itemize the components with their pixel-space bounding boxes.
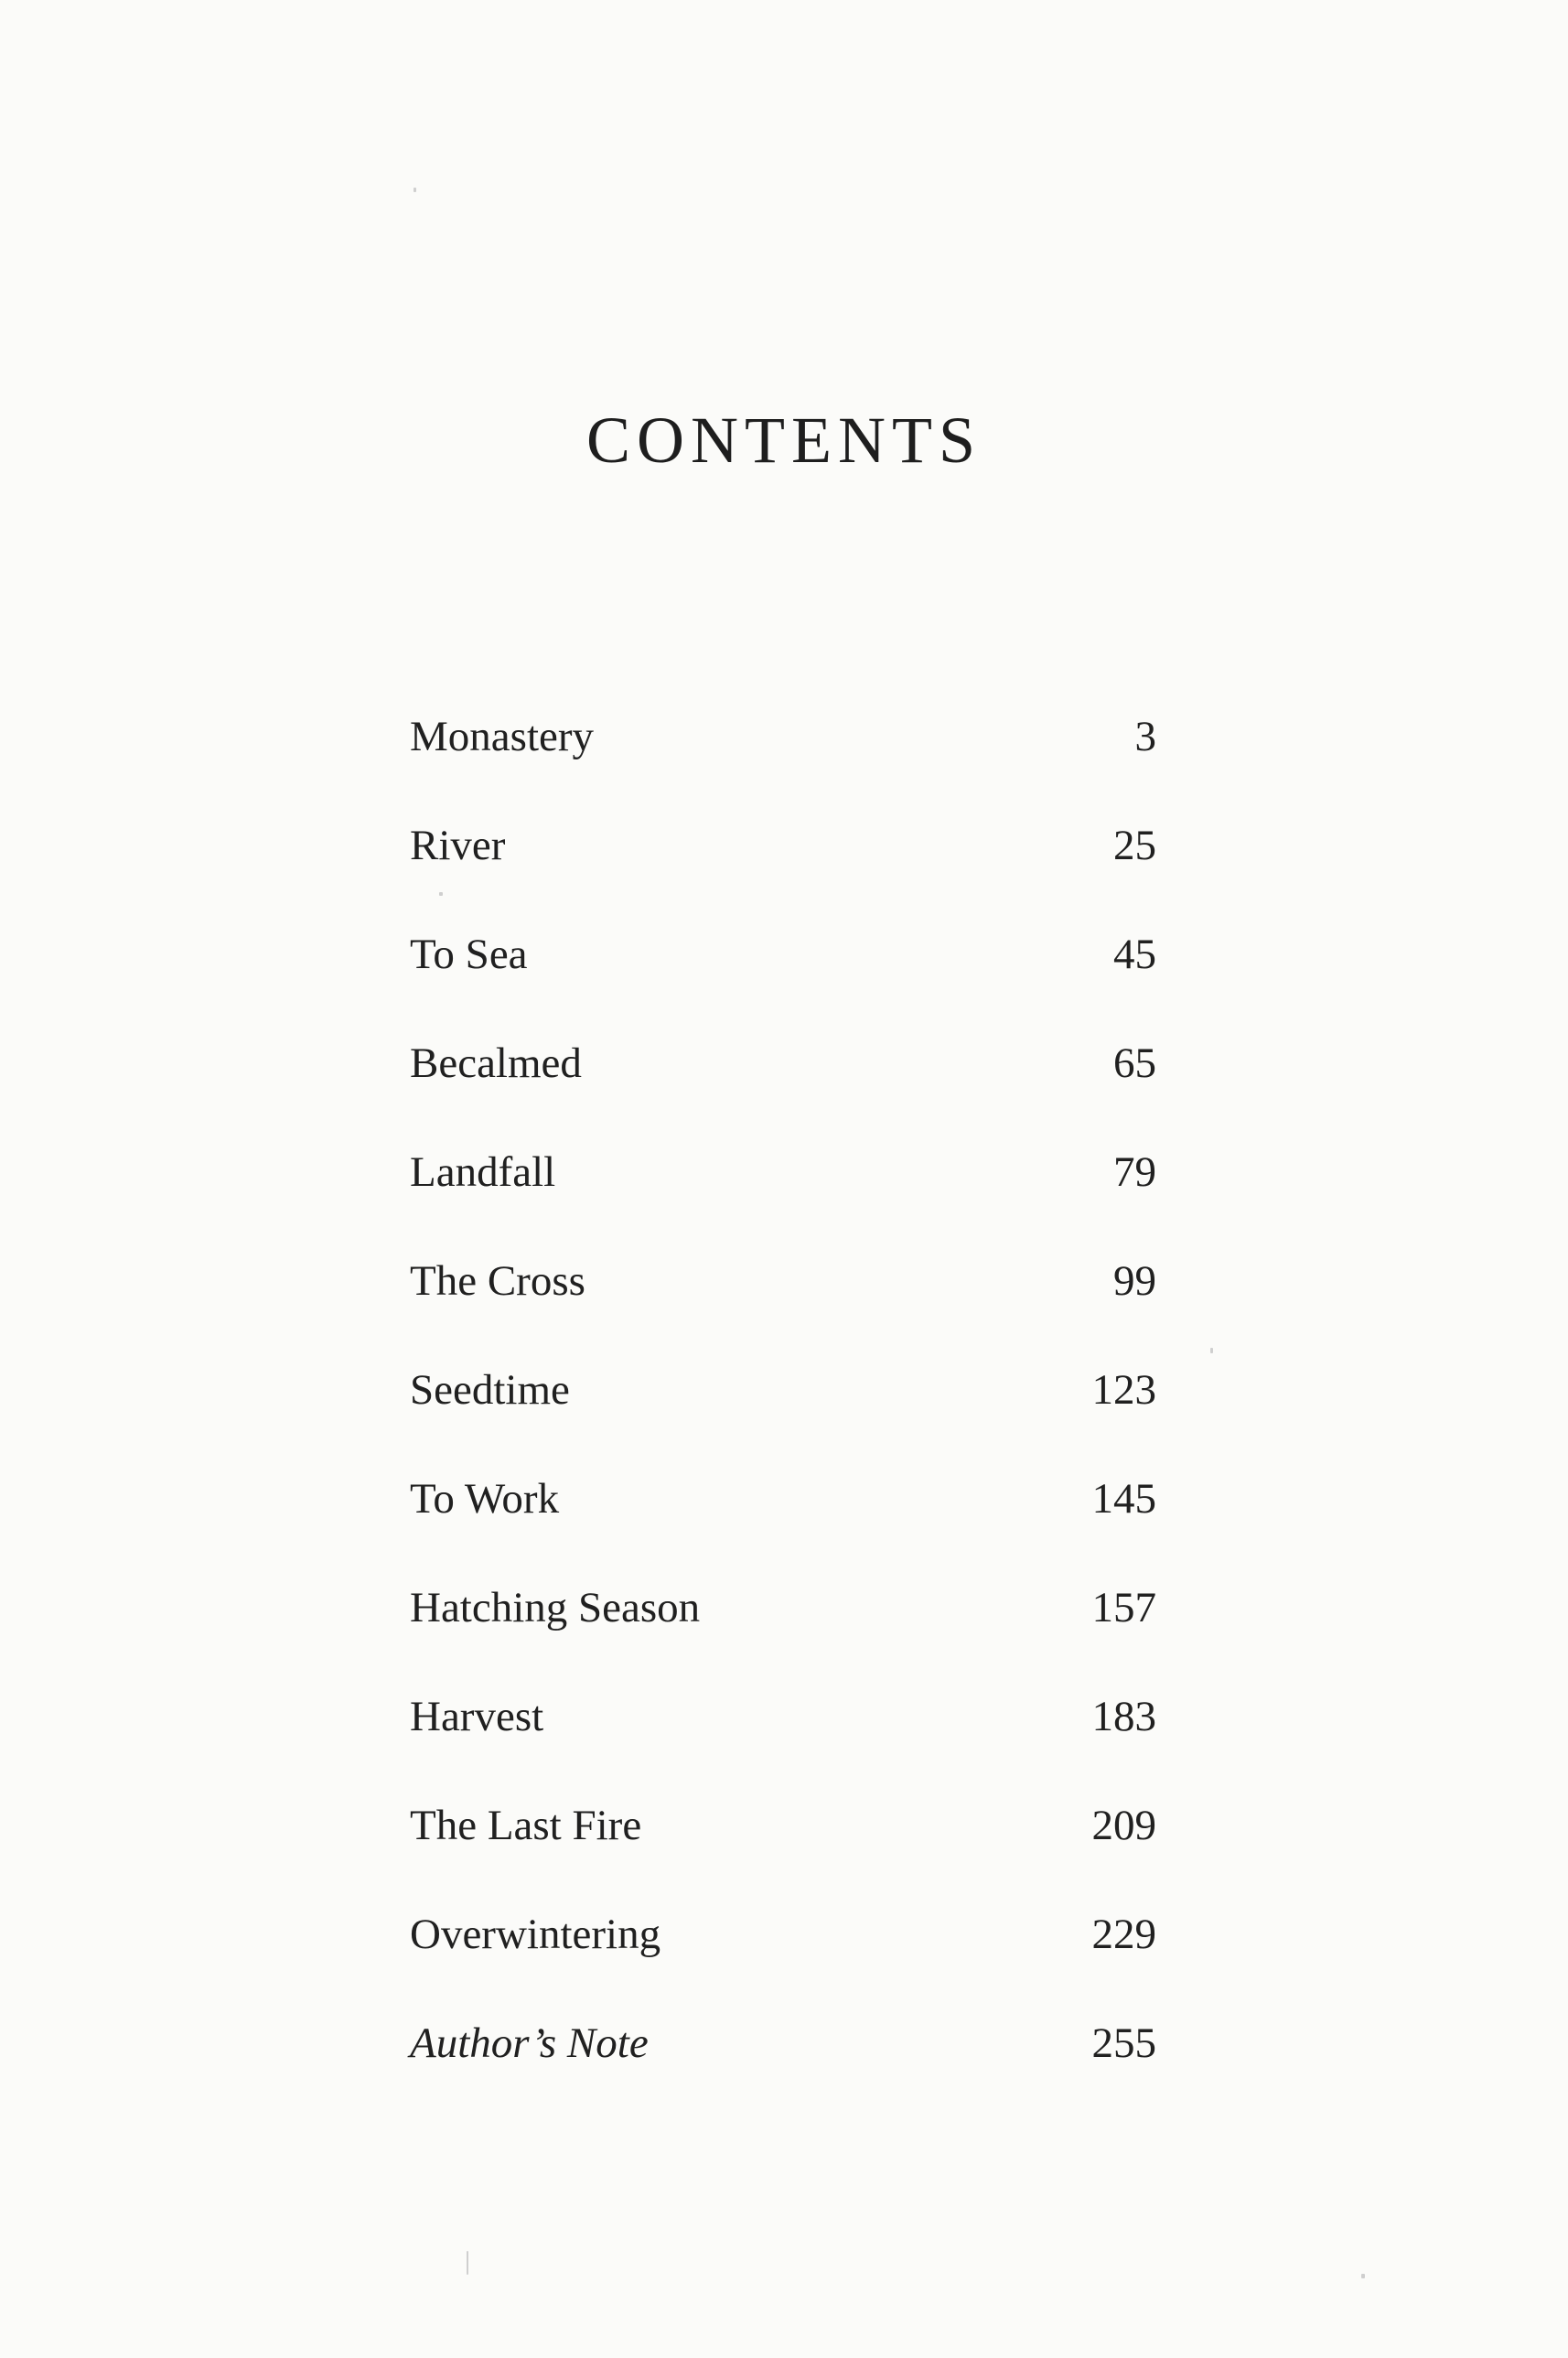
page-number: 45	[1113, 931, 1156, 978]
chapter-title: Seedtime	[410, 1366, 570, 1414]
toc-entry	[410, 1576, 1156, 1685]
chapter-title: Becalmed	[410, 1039, 582, 1087]
page-number: 209	[1091, 1802, 1156, 1849]
scan-speck	[1210, 1348, 1213, 1353]
chapter-title: To Work	[410, 1475, 560, 1523]
toc-entry	[410, 1140, 1156, 1249]
toc-entry	[410, 1031, 1156, 1140]
page-number: 145	[1091, 1475, 1156, 1523]
chapter-title: Monastery	[410, 713, 595, 760]
chapter-title: Harvest	[410, 1693, 544, 1740]
scan-speck	[439, 892, 443, 896]
chapter-title: Landfall	[410, 1148, 556, 1196]
chapter-title: Hatching Season	[410, 1584, 701, 1631]
page-number: 183	[1091, 1693, 1156, 1740]
table-of-contents	[410, 705, 1156, 2120]
toc-entry	[410, 1902, 1156, 2011]
page-title: CONTENTS	[586, 404, 982, 477]
page-number: 99	[1113, 1257, 1156, 1305]
toc-entry	[410, 705, 1156, 813]
chapter-title: The Cross	[410, 1257, 585, 1305]
toc-entry	[410, 2011, 1156, 2120]
toc-entry	[410, 1358, 1156, 1467]
scan-speck	[467, 2251, 468, 2275]
scan-speck	[413, 188, 416, 192]
toc-entry	[410, 1249, 1156, 1358]
toc-entry	[410, 813, 1156, 922]
page-number: 255	[1091, 2019, 1156, 2067]
chapter-title: River	[410, 822, 506, 869]
chapter-title: Author’s Note	[410, 2019, 649, 2067]
page-number: 3	[1134, 713, 1156, 760]
toc-entry	[410, 1467, 1156, 1576]
scan-speck	[1361, 2274, 1365, 2278]
page-number: 25	[1113, 822, 1156, 869]
toc-entry	[410, 1793, 1156, 1902]
toc-entry	[410, 922, 1156, 1031]
page-number: 79	[1113, 1148, 1156, 1196]
toc-entry	[410, 1685, 1156, 1793]
chapter-title: Overwintering	[410, 1911, 661, 1958]
page-number: 65	[1113, 1039, 1156, 1087]
chapter-title: The Last Fire	[410, 1802, 642, 1849]
page-number: 229	[1091, 1911, 1156, 1958]
chapter-title: To Sea	[410, 931, 528, 978]
page-number: 157	[1091, 1584, 1156, 1631]
page-number: 123	[1091, 1366, 1156, 1414]
